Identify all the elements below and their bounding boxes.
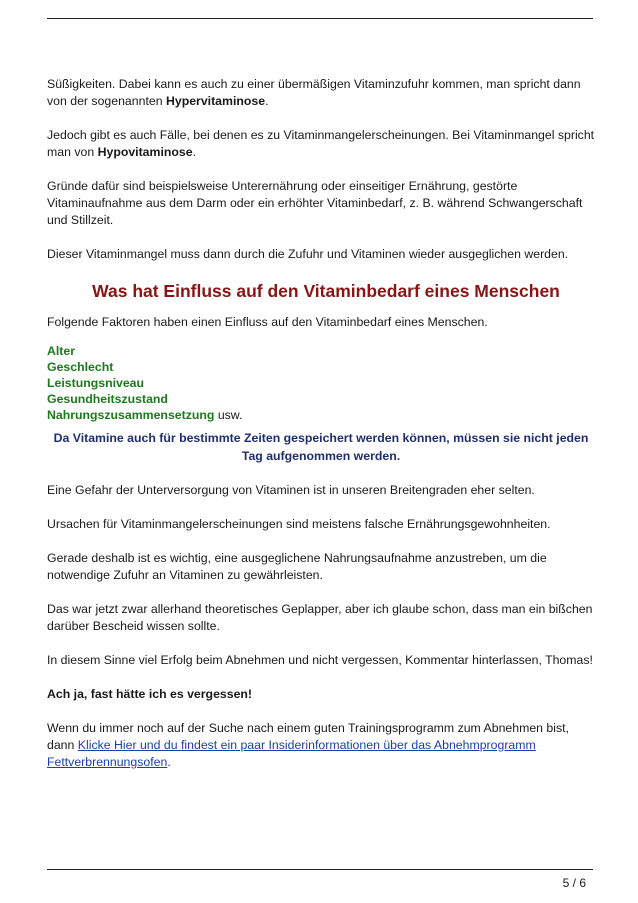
term-hypervitaminose: Hypervitaminose <box>165 94 266 108</box>
page-number: 5 / 6 <box>562 876 586 890</box>
factor-item: Nahrungszusammensetzung usw. <box>47 408 243 422</box>
paragraph-risk: Eine Gefahr der Unterversorgung von Vitaminen ist in unseren Breitengraden eher selten. <box>47 483 535 497</box>
factor-item: Geschlecht <box>47 360 114 374</box>
term-hypovitaminose: Hypovitaminose <box>97 145 193 159</box>
factor-item: Leistungsniveau <box>47 376 145 390</box>
paragraph-compensation: Dieser Vitaminmangel muss dann durch die Zufuhr und Vitaminen wieder ausgeglichen werden. <box>47 247 569 261</box>
factor-item: Alter <box>47 344 76 358</box>
factors-list <box>47 343 595 423</box>
footer-rule <box>47 869 593 870</box>
paragraph-training: Wenn du immer noch auf der Suche nach einem guten Trainingsprogramm zum Abnehmen bist, dann Klicke Hier und du findest ein paar Insiderinformationen über das Abnehmprogramm Fettverbrennungsofen. <box>47 721 569 769</box>
paragraph-causes: Gründe dafür sind beispielsweise Unterernährung oder einseitiger Ernährung, gestörte Vitaminaufnahme aus dem Darm oder ein erhöhter Vitaminbedarf, z. B. während Schwangerschaft und Stillzeit. <box>47 179 583 227</box>
paragraph-balanced-diet: Gerade deshalb ist es wichtig, eine ausgeglichene Nahrungsaufnahme anzustreben, um die notwendige Zufuhr an Vitaminen zu gewährleisten. <box>47 551 547 582</box>
paragraph-hypovitaminose: Jedoch gibt es auch Fälle, bei denen es zu Vitaminmangelerscheinungen. Bei Vitaminmangel spricht man von Hypovitaminose. <box>47 128 595 159</box>
paragraph-reasons: Ursachen für Vitaminmangelerscheinungen sind meistens falsche Ernährungsgewohnheiten. <box>47 517 551 531</box>
storage-notice: Da Vitamine auch für bestimmte Zeiten gespeichert werden können, müssen sie nicht jeden Tag aufgenommen werden. <box>53 431 589 463</box>
section-heading: Was hat Einfluss auf den Vitaminbedarf eines Menschen <box>92 281 560 301</box>
paragraph-signoff: In diesem Sinne viel Erfolg beim Abnehmen und nicht vergessen, Kommentar hinterlassen, Thomas! <box>47 653 593 667</box>
program-link[interactable]: Klicke Hier und du findest ein paar Insiderinformationen über das Abnehmprogramm Fettverbrennungsofen <box>47 738 536 769</box>
factor-item: Gesundheitszustand <box>47 392 168 406</box>
bold-remark: Ach ja, fast hätte ich es vergessen! <box>47 687 253 701</box>
paragraph-theory: Das war jetzt zwar allerhand theoretisches Geplapper, aber ich glaube schon, dass man ein bißchen darüber Bescheid wissen sollte. <box>47 602 593 633</box>
factors-intro: Folgende Faktoren haben einen Einfluss auf den Vitaminbedarf eines Menschen. <box>47 315 488 329</box>
page-content <box>47 76 595 788</box>
paragraph-hypervitaminose: Süßigkeiten. Dabei kann es auch zu einer übermäßigen Vitaminzufuhr kommen, man spricht dann von der sogenannten Hypervitaminose. <box>47 77 581 108</box>
header-rule <box>47 18 593 19</box>
